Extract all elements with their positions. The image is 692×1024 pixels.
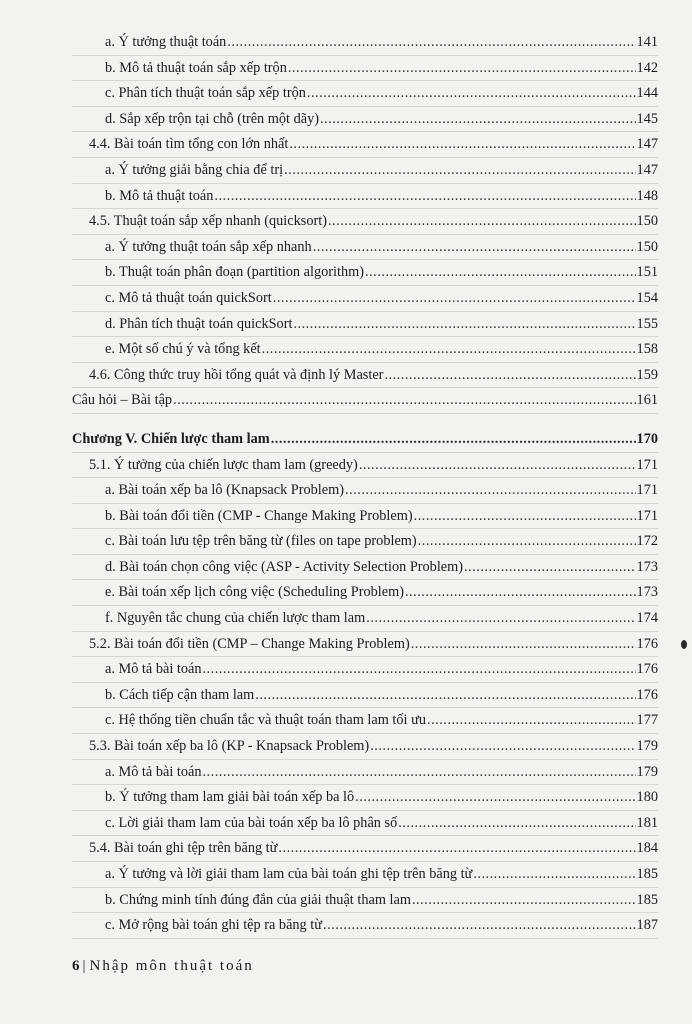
toc-entry-title: a. Bài toán xếp ba lô (Knapsack Problem) <box>105 482 345 499</box>
toc-entry <box>72 888 658 914</box>
toc-entry-title: c. Hệ thống tiền chuẩn tắc và thuật toán tham lam tối ưu <box>105 712 426 729</box>
toc-entry-title: Câu hỏi – Bài tập <box>72 392 173 409</box>
toc-entry <box>72 555 658 581</box>
toc-entry <box>72 363 658 389</box>
toc-entry-page: 158 <box>636 341 658 358</box>
toc-leader-dots <box>473 862 635 888</box>
toc-entry <box>72 683 658 709</box>
toc-entry <box>72 811 658 837</box>
toc-leader-dots <box>273 286 636 312</box>
toc-entry-page: 187 <box>636 917 658 934</box>
toc-entry-title: 4.4. Bài toán tìm tổng con lớn nhất <box>89 136 289 153</box>
toc-leader-dots <box>214 184 635 210</box>
toc-leader-dots <box>262 337 636 363</box>
toc-entry <box>72 734 658 760</box>
toc-entry-title: a. Ý tưởng thuật toán sắp xếp nhanh <box>105 238 312 255</box>
toc-entry-title: b. Mô tả thuật toán sắp xếp trộn <box>105 59 287 76</box>
toc-entry-title: e. Một số chú ý và tổng kết <box>105 341 261 358</box>
toc-entry-title: 4.6. Công thức truy hồi tổng quát và định lý Master <box>89 366 384 383</box>
toc-leader-dots <box>323 913 636 939</box>
toc-leader-dots <box>411 632 636 658</box>
toc-entry <box>72 56 658 82</box>
toc-entry-page: 155 <box>636 315 658 332</box>
toc-entry-title: b. Chứng minh tính đúng đắn của giải thuật tham lam <box>105 891 411 908</box>
toc-entry <box>72 785 658 811</box>
toc-entry-title: f. Nguyên tắc chung của chiến lược tham lam <box>105 610 366 627</box>
toc-entry <box>72 836 658 862</box>
toc-entry-title: c. Lời giải tham lam của bài toán xếp ba lô phân số <box>105 814 398 831</box>
table-of-contents <box>72 30 658 939</box>
toc-entry-page: 171 <box>636 456 658 473</box>
toc-leader-dots <box>278 836 635 862</box>
toc-entry <box>72 209 658 235</box>
toc-leader-dots <box>173 388 635 414</box>
toc-entry-title: c. Bài toán lưu tệp trên băng từ (files on tape problem) <box>105 533 417 550</box>
toc-entry-page: 173 <box>636 558 658 575</box>
toc-entry-title: Chương V. Chiến lược tham lam <box>72 430 270 447</box>
toc-leader-dots <box>384 363 635 389</box>
toc-entry <box>72 158 658 184</box>
ink-spot <box>681 640 687 649</box>
book-title: Nhập môn thuật toán <box>89 958 254 974</box>
toc-entry <box>72 81 658 107</box>
toc-entry-page: 150 <box>636 213 658 230</box>
toc-leader-dots <box>365 260 636 286</box>
toc-entry-page: 180 <box>636 789 658 806</box>
toc-leader-dots <box>355 785 635 811</box>
toc-leader-dots <box>418 529 636 555</box>
toc-entry-title: b. Bài toán đổi tiền (CMP - Change Making Problem) <box>105 507 413 524</box>
toc-entry-title: c. Phân tích thuật toán sắp xếp trộn <box>105 85 306 102</box>
toc-entry-title: a. Mô tả bài toán <box>105 661 202 678</box>
toc-leader-dots <box>289 132 635 158</box>
toc-leader-dots <box>328 209 636 235</box>
toc-entry-title: a. Mô tả bài toán <box>105 763 202 780</box>
toc-leader-dots <box>202 760 635 786</box>
toc-leader-dots <box>227 30 635 56</box>
toc-entry-page: 161 <box>636 392 658 409</box>
toc-entry <box>72 913 658 939</box>
toc-entry <box>72 453 658 479</box>
toc-leader-dots <box>405 580 636 606</box>
toc-entry <box>72 388 658 414</box>
toc-entry-page: 185 <box>636 866 658 882</box>
toc-leader-dots <box>398 811 635 837</box>
toc-entry <box>72 337 658 363</box>
toc-entry-page: 174 <box>636 610 658 627</box>
toc-leader-dots <box>255 683 635 709</box>
toc-entry-title: d. Phân tích thuật toán quickSort <box>105 315 293 332</box>
toc-entry-page: 154 <box>636 289 658 306</box>
toc-entry <box>72 504 658 530</box>
toc-entry-title: c. Mở rộng bài toán ghi tệp ra băng từ <box>105 917 323 934</box>
toc-entry <box>72 132 658 158</box>
toc-entry-title: b. Thuật toán phân đoạn (partition algorithm) <box>105 264 365 281</box>
toc-entry <box>72 862 658 888</box>
toc-entry-title: 5.2. Bài toán đổi tiền (CMP – Change Making Problem) <box>89 635 410 652</box>
toc-leader-dots <box>464 555 636 581</box>
toc-entry-page: 172 <box>636 533 658 550</box>
toc-entry <box>72 30 658 56</box>
toc-entry-title: c. Mô tả thuật toán quickSort <box>105 289 272 306</box>
toc-leader-dots <box>271 427 636 453</box>
toc-entry <box>72 260 658 286</box>
toc-entry-page: 184 <box>636 840 658 857</box>
toc-entry-title: b. Cách tiếp cận tham lam <box>105 686 255 703</box>
toc-leader-dots <box>414 504 636 530</box>
toc-leader-dots <box>345 478 636 504</box>
toc-leader-dots <box>307 81 636 107</box>
toc-entry-title: a. Ý tưởng và lời giải tham lam của bài toán ghi tệp trên băng từ <box>105 866 473 882</box>
toc-entry-page: 179 <box>636 763 658 780</box>
toc-leader-dots <box>359 453 636 479</box>
toc-entry-page: 150 <box>636 238 658 255</box>
toc-entry-title: b. Ý tưởng tham lam giải bài toán xếp ba lô <box>105 789 355 806</box>
toc-entry <box>72 760 658 786</box>
toc-entry-page: 145 <box>636 110 658 127</box>
toc-entry-page: 171 <box>636 482 658 499</box>
toc-leader-dots <box>412 888 636 914</box>
toc-chapter-entry <box>72 427 658 453</box>
toc-entry-page: 181 <box>636 814 658 831</box>
page-footer <box>72 958 254 975</box>
toc-entry <box>72 286 658 312</box>
toc-entry-title: 5.1. Ý tưởng của chiến lược tham lam (greedy) <box>89 456 358 473</box>
toc-entry-page: 147 <box>636 161 658 178</box>
toc-entry-page: 142 <box>636 59 658 76</box>
toc-entry <box>72 606 658 632</box>
toc-leader-dots <box>320 107 636 133</box>
toc-entry-page: 173 <box>636 584 658 601</box>
toc-entry-page: 176 <box>636 635 658 652</box>
toc-entry-page: 176 <box>636 661 658 678</box>
toc-entry <box>72 107 658 133</box>
toc-leader-dots <box>288 56 636 82</box>
toc-entry-title: b. Mô tả thuật toán <box>105 187 214 204</box>
toc-entry-page: 141 <box>636 34 658 50</box>
toc-entry-title: e. Bài toán xếp lịch công việc (Scheduling Problem) <box>105 584 404 601</box>
toc-leader-dots <box>313 235 636 261</box>
toc-entry-page: 177 <box>636 712 658 729</box>
toc-entry <box>72 529 658 555</box>
toc-leader-dots <box>284 158 635 184</box>
toc-entry-page: 151 <box>636 264 658 281</box>
toc-entry <box>72 478 658 504</box>
toc-entry <box>72 657 658 683</box>
toc-entry-title: d. Sắp xếp trộn tại chỗ (trên một dãy) <box>105 110 319 127</box>
toc-entry-page: 170 <box>636 430 658 447</box>
toc-entry-title: 5.3. Bài toán xếp ba lô (KP - Knapsack Problem) <box>89 738 370 755</box>
toc-entry-title: 5.4. Bài toán ghi tệp trên băng từ <box>89 840 278 857</box>
toc-entry <box>72 580 658 606</box>
toc-leader-dots <box>427 708 636 734</box>
toc-entry-title: 4.5. Thuật toán sắp xếp nhanh (quicksort) <box>89 213 327 230</box>
toc-entry <box>72 312 658 338</box>
toc-entry-title: a. Ý tưởng giải bằng chia để trị <box>105 161 284 178</box>
toc-entry <box>72 235 658 261</box>
toc-entry-page: 179 <box>636 738 658 755</box>
toc-entry-page: 171 <box>636 507 658 524</box>
toc-entry-page: 148 <box>636 187 658 204</box>
toc-entry-title: d. Bài toán chọn công việc (ASP - Activity Selection Problem) <box>105 558 464 575</box>
footer-separator: | <box>82 958 86 974</box>
toc-entry-page: 144 <box>636 85 658 102</box>
page-number: 6 <box>72 958 80 974</box>
toc-entry <box>72 184 658 210</box>
toc-leader-dots <box>202 657 635 683</box>
toc-entry-title: a. Ý tưởng thuật toán <box>105 34 227 50</box>
toc-entry <box>72 632 658 658</box>
toc-leader-dots <box>370 734 635 760</box>
toc-entry-page: 176 <box>636 686 658 703</box>
toc-entry <box>72 708 658 734</box>
toc-entry-page: 159 <box>636 366 658 383</box>
toc-leader-dots <box>366 606 635 632</box>
toc-entry-page: 147 <box>636 136 658 153</box>
toc-leader-dots <box>293 312 635 338</box>
toc-entry-page: 185 <box>636 891 658 908</box>
